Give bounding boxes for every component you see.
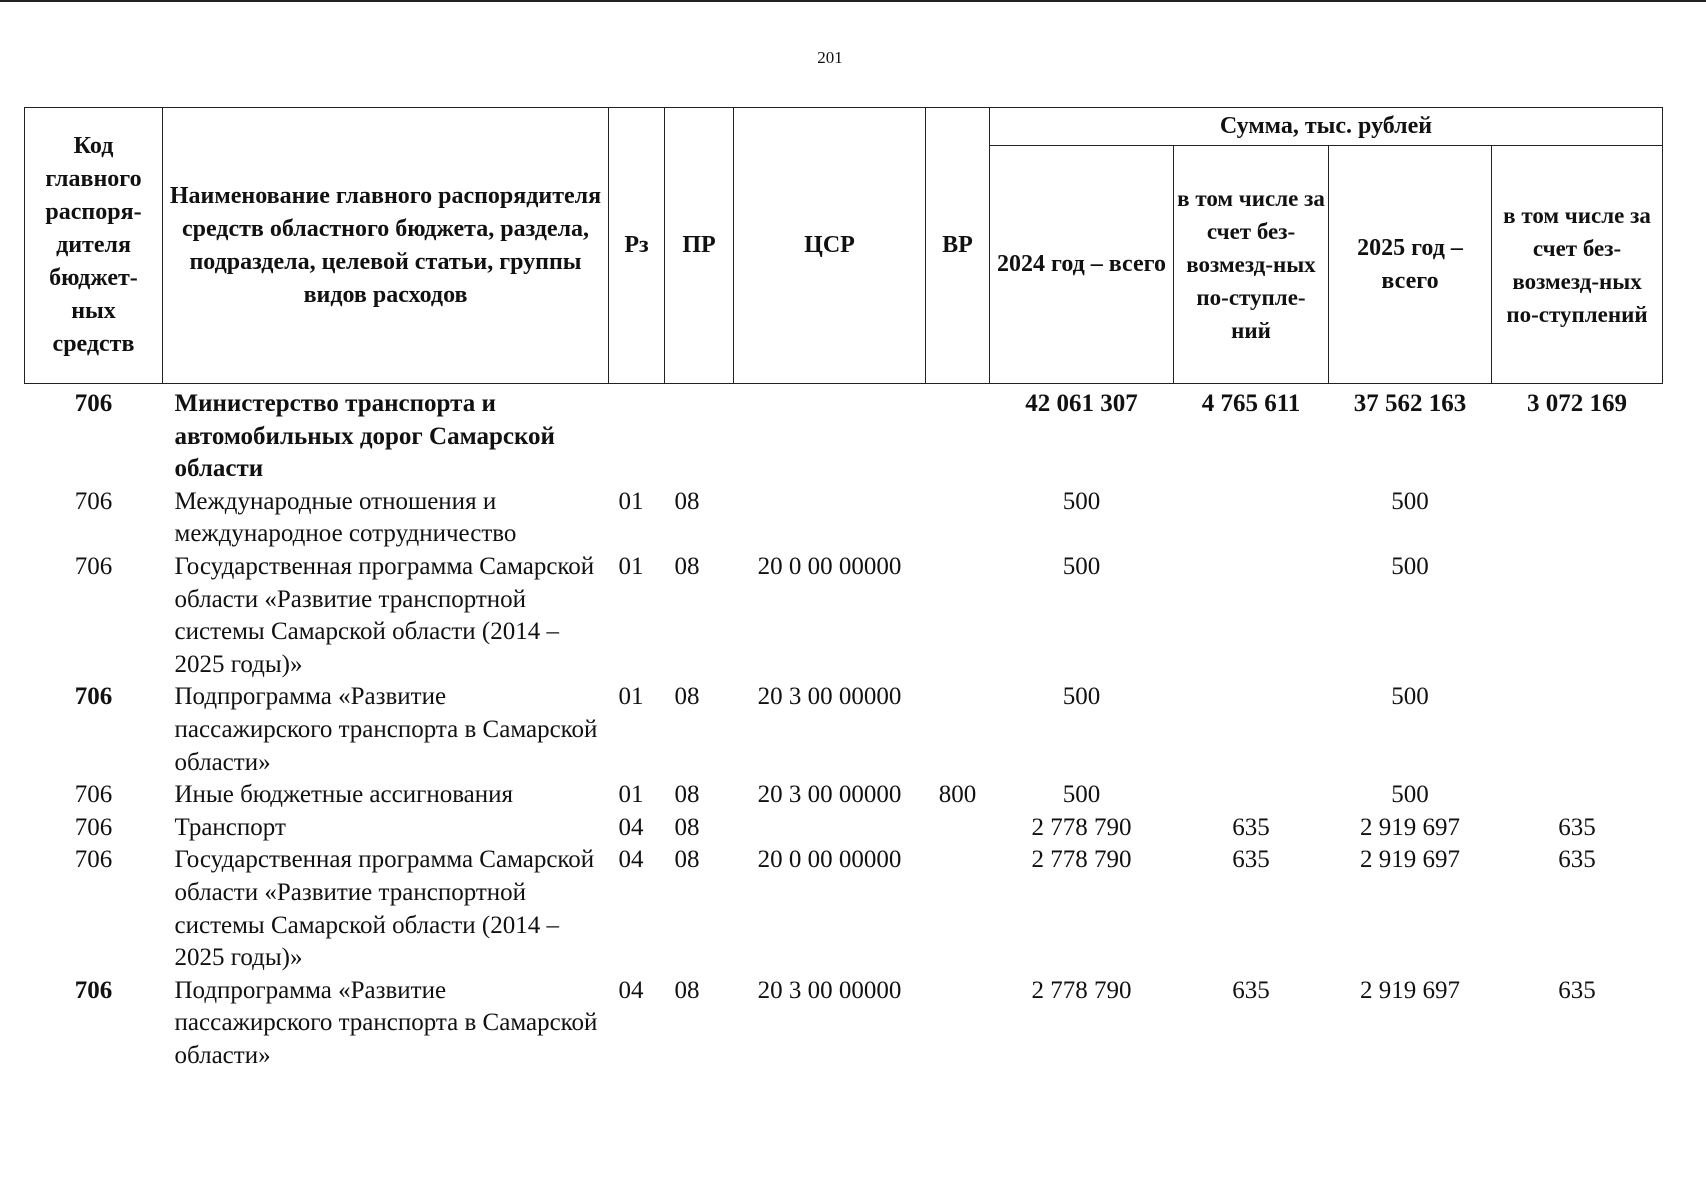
row-pr: 08	[674, 813, 700, 841]
header-2025-total: 2025 год – всего	[1329, 146, 1492, 384]
table-row	[25, 384, 1663, 486]
row-name: Подпрограмма «Развитие пассажирского транспорта в Самарской области»	[174, 683, 598, 776]
row-csr	[734, 384, 926, 486]
row-rz: 01	[618, 683, 644, 711]
header-rz: Рз	[609, 108, 665, 384]
row-2024-total: 500	[1062, 683, 1101, 711]
row-kod: 706	[74, 846, 113, 874]
row-pr: 08	[674, 487, 700, 515]
row-2025-total: 37 562 163	[1353, 390, 1467, 417]
row-kod: 706	[74, 487, 113, 515]
row-rz: 01	[618, 552, 644, 580]
row-csr: 20 3 00 00000	[757, 781, 902, 809]
row-2025-total: 2 919 697	[1360, 846, 1460, 874]
table-row	[25, 975, 1663, 1073]
row-2025-free: 635	[1558, 976, 1596, 1004]
header-2024-free: в том числе за счет без-возмезд-ных по-ступле-ний	[1174, 146, 1329, 384]
row-pr: 08	[674, 552, 700, 580]
row-2025-free: 635	[1558, 846, 1596, 874]
row-2025-total: 500	[1391, 487, 1429, 515]
row-2025-free: 3 072 169	[1527, 390, 1627, 417]
row-kod: 706	[74, 390, 113, 417]
row-rz: 04	[618, 976, 644, 1004]
row-name: Государственная программа Самарской области «Развитие транспортной системы Самарской области (2014 – 2025 годы)»	[174, 846, 595, 972]
row-2024-free	[1174, 681, 1329, 779]
row-2025-free	[1492, 681, 1663, 779]
row-2024-free	[1174, 551, 1329, 681]
row-vr	[926, 681, 990, 779]
row-rz: 01	[618, 487, 644, 515]
row-name: Иные бюджетные ассигнования	[174, 781, 514, 809]
header-kod: Код главного распоря-дителя бюджет-ных средств	[25, 108, 163, 384]
row-rz: 04	[618, 846, 644, 874]
row-2025-free	[1492, 779, 1663, 812]
row-csr: 20 3 00 00000	[757, 683, 902, 711]
row-2024-total: 500	[1062, 552, 1101, 580]
row-pr: 08	[674, 683, 700, 711]
header-name: Наименование главного распорядителя средств областного бюджета, раздела, подраздела, целевой статьи, группы видов расходов	[163, 108, 609, 384]
row-2024-total: 2 778 790	[1031, 976, 1132, 1004]
row-2025-total: 500	[1391, 683, 1429, 711]
header-vr: ВР	[926, 108, 990, 384]
row-kod: 706	[74, 683, 113, 711]
row-csr	[734, 812, 926, 845]
table-row	[25, 551, 1663, 681]
row-vr	[926, 844, 990, 974]
row-pr: 08	[674, 781, 700, 809]
row-csr: 20 3 00 00000	[757, 976, 902, 1004]
row-kod: 706	[74, 813, 113, 841]
row-2024-free	[1174, 486, 1329, 551]
table-row	[25, 812, 1663, 845]
table-header	[25, 108, 1663, 384]
top-rule	[0, 0, 1706, 2]
row-kod: 706	[74, 552, 113, 580]
row-pr	[665, 384, 734, 486]
row-2025-total: 500	[1391, 781, 1429, 809]
page-number: 201	[817, 48, 843, 67]
row-kod: 706	[74, 976, 113, 1004]
row-2024-total: 500	[1062, 487, 1101, 515]
header-pr: ПР	[665, 108, 734, 384]
row-2024-total: 2 778 790	[1031, 813, 1132, 841]
row-2024-total: 2 778 790	[1031, 846, 1132, 874]
row-vr	[926, 486, 990, 551]
row-2025-total: 500	[1391, 552, 1429, 580]
row-csr: 20 0 00 00000	[757, 552, 902, 580]
budget-table	[24, 107, 1663, 1072]
row-2025-free	[1492, 551, 1663, 681]
header-2025-free: в том числе за счет без-возмезд-ных по-ступлений	[1492, 146, 1663, 384]
row-pr: 08	[674, 976, 700, 1004]
header-csr: ЦСР	[734, 108, 926, 384]
row-pr: 08	[674, 846, 700, 874]
row-rz: 01	[618, 781, 644, 809]
table-row	[25, 779, 1663, 812]
row-name: Министерство транспорта и автомобильных дорог Самарской области	[174, 390, 555, 483]
table-body	[25, 384, 1663, 1073]
row-csr	[734, 486, 926, 551]
row-csr: 20 0 00 00000	[757, 846, 902, 874]
row-name: Государственная программа Самарской области «Развитие транспортной системы Самарской области (2014 – 2025 годы)»	[174, 552, 595, 678]
header-sum-group: Сумма, тыс. рублей	[990, 108, 1663, 146]
table-row	[25, 486, 1663, 551]
row-2025-total: 2 919 697	[1360, 813, 1460, 841]
row-vr	[926, 384, 990, 486]
row-name: Международные отношения и международное сотрудничество	[174, 487, 517, 548]
row-2024-free: 635	[1232, 846, 1270, 874]
row-rz: 04	[618, 813, 644, 841]
header-2024-total: 2024 год – всего	[990, 146, 1174, 384]
row-2024-free: 635	[1232, 976, 1270, 1004]
row-2024-total: 42 061 307	[1025, 390, 1138, 417]
row-2024-total: 500	[1062, 781, 1101, 809]
row-rz	[609, 384, 665, 486]
row-2024-free: 4 765 611	[1201, 390, 1301, 417]
row-vr: 800	[938, 781, 977, 809]
row-2025-total: 2 919 697	[1360, 976, 1460, 1004]
row-2025-free: 635	[1558, 813, 1596, 841]
row-2024-free	[1174, 779, 1329, 812]
row-vr	[926, 975, 990, 1073]
table-row	[25, 844, 1663, 974]
row-vr	[926, 551, 990, 681]
row-2024-free: 635	[1232, 813, 1270, 841]
row-name: Транспорт	[174, 813, 286, 841]
row-kod: 706	[74, 781, 113, 809]
row-name: Подпрограмма «Развитие пассажирского транспорта в Самарской области»	[174, 976, 598, 1069]
table-row	[25, 681, 1663, 779]
row-vr	[926, 812, 990, 845]
row-2025-free	[1492, 486, 1663, 551]
